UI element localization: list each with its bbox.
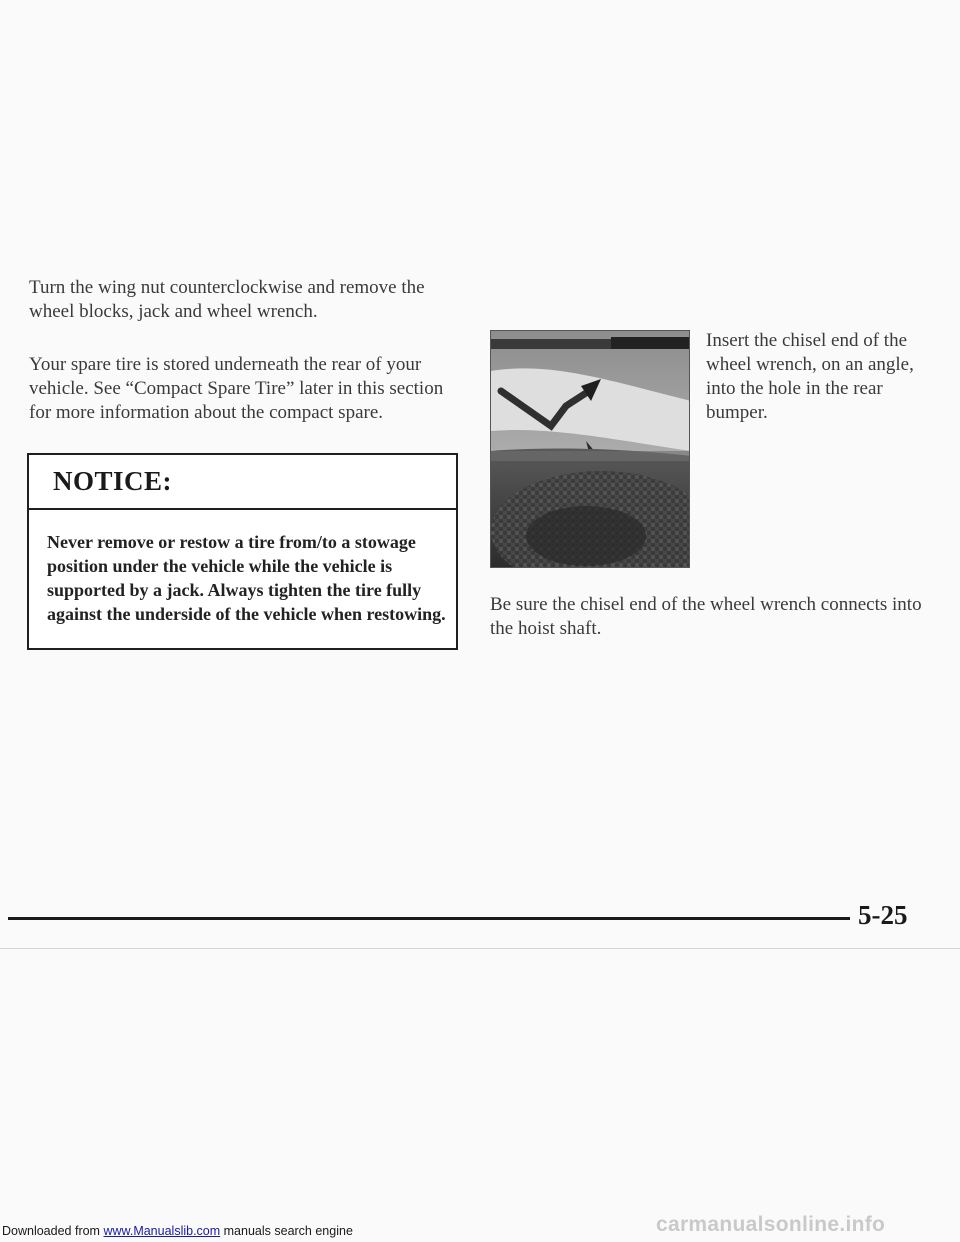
footer-rule	[8, 917, 850, 920]
hoist-shaft-paragraph: Be sure the chisel end of the wheel wrench connects into the hoist shaft.	[490, 594, 922, 639]
photo-caption: Insert the chisel end of the wheel wrench, on an angle, into the hole in the rear bumper.	[706, 330, 914, 423]
scan-line	[0, 948, 960, 949]
wheel-wrench-bumper-photo	[490, 330, 690, 568]
spare-tire-paragraph: Your spare tire is stored underneath the rear of your vehicle. See “Compact Spare Tire” later in this section for more information about the compact spare.	[29, 354, 444, 423]
notice-title: NOTICE:	[53, 466, 173, 496]
page-number: 5-25	[858, 900, 908, 930]
notice-header	[29, 455, 456, 510]
manualslib-link[interactable]: www.Manualslib.com	[103, 1224, 221, 1238]
download-footer	[2, 1224, 353, 1238]
photo-illustration	[491, 331, 690, 568]
download-prefix: Downloaded from	[2, 1224, 104, 1238]
download-suffix: manuals search engine	[220, 1224, 353, 1238]
notice-box	[27, 453, 458, 650]
notice-body: Never remove or restow a tire from/to a stowage position under the vehicle while the vehicle is supported by a jack. Always tighten the tire fully against the underside of the vehicle when restowing.	[47, 532, 446, 624]
wing-nut-paragraph: Turn the wing nut counterclockwise and remove the wheel blocks, jack and wheel wrench.	[29, 277, 425, 322]
watermark-text: carmanualsonline.info	[656, 1213, 886, 1236]
